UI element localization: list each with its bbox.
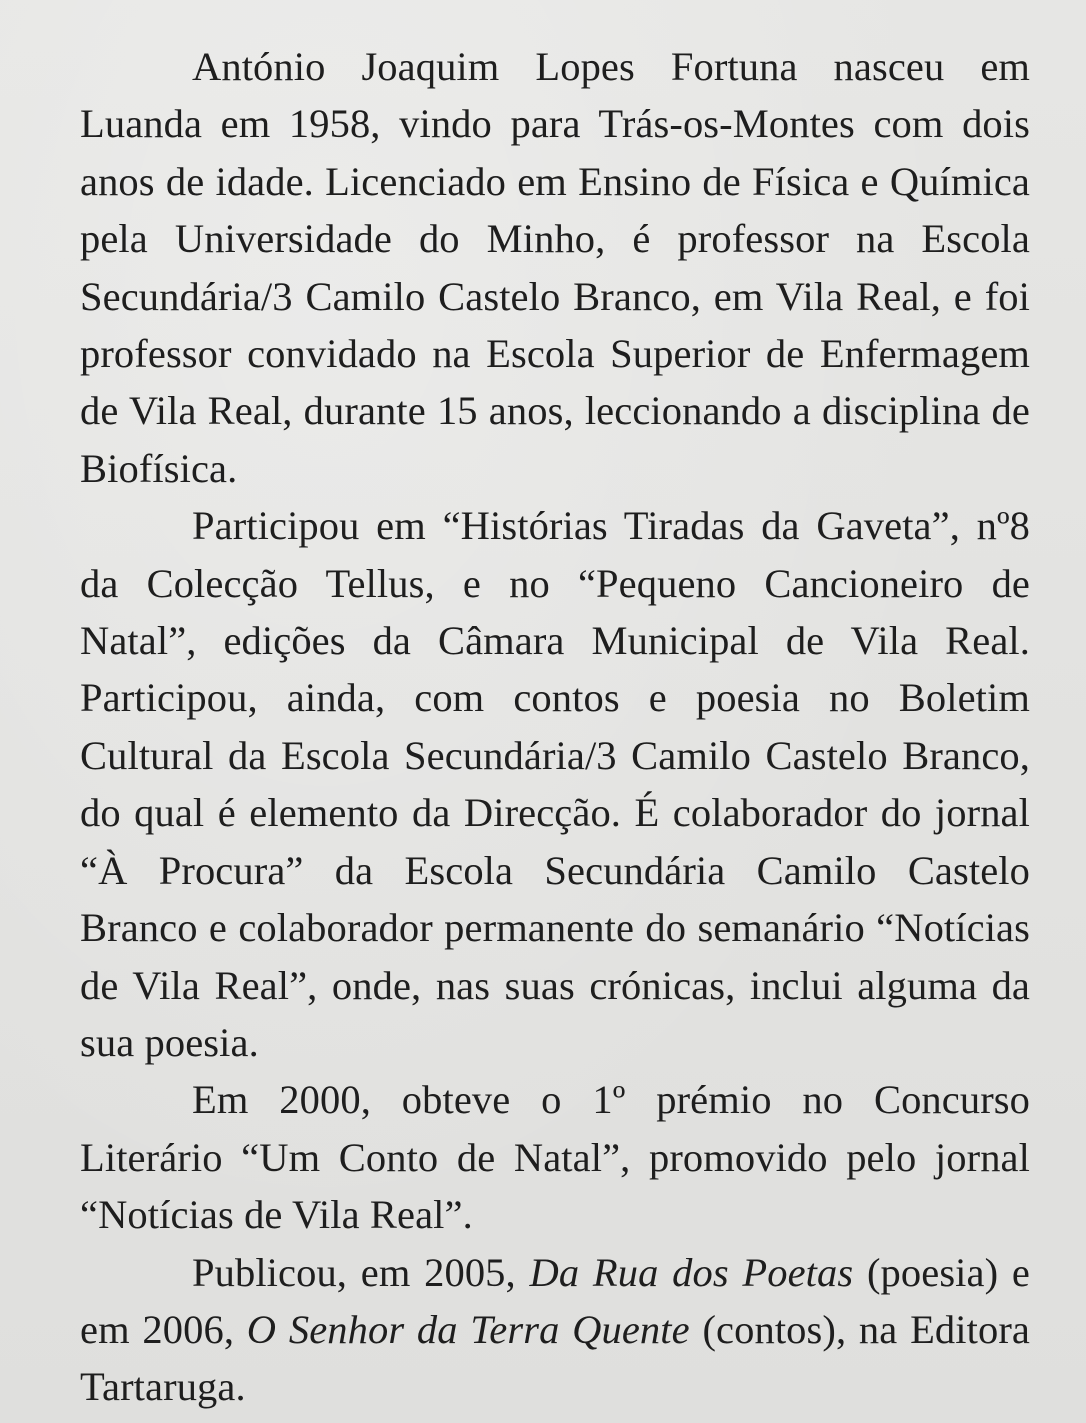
- bio-paragraph-birth-education: António Joaquim Lopes Fortuna nasceu em Luanda em 1958, vindo para Trás-os-Montes com dois anos de idade. Licenciado em Ensino de Física e Química pela Universidade do Minho, é professor na Escola Secundária/3 Camilo Castelo Branco, em Vila Real, e foi professor convidado na Escola Superior de Enfermagem de Vila Real, durante 15 anos, leccionando a disciplina de Biofísica.: [80, 44, 1030, 491]
- publications-text-2: (poesia) e em 2006,: [80, 1249, 1030, 1352]
- publications-text-1: Publicou, em 2005,: [192, 1249, 530, 1295]
- bio-paragraph-award: Em 2000, obteve o 1º prémio no Concurso Literário “Um Conto de Natal”, promovido pelo jornal “Notícias de Vila Real”.: [80, 1077, 1030, 1238]
- publications-text-3: (contos), na Editora Tartaruga.: [80, 1306, 1030, 1410]
- book-title-da-rua-dos-poetas: Da Rua dos Poetas: [529, 1249, 854, 1295]
- author-biography: [80, 38, 1030, 1416]
- bio-paragraph-participations: Participou em “Histórias Tiradas da Gaveta”, nº8 da Colecção Tellus, e no “Pequeno Cancioneiro de Natal”, edições da Câmara Municipal de Vila Real. Participou, ainda, com contos e poesia no Boletim Cultural da Escola Secundária/3 Camilo Castelo Branco, do qual é elemento da Direcção. É colaborador do jornal “À Procura” da Escola Secundária Camilo Castelo Branco e colaborador permanente do semanário “Notícias de Vila Real”, onde, nas suas crónicas, inclui alguma da sua poesia.: [80, 503, 1030, 1065]
- bio-paragraph-publications: [80, 1244, 1030, 1416]
- book-title-o-senhor-da-terra-quente: O Senhor da Terra Quente: [246, 1306, 690, 1352]
